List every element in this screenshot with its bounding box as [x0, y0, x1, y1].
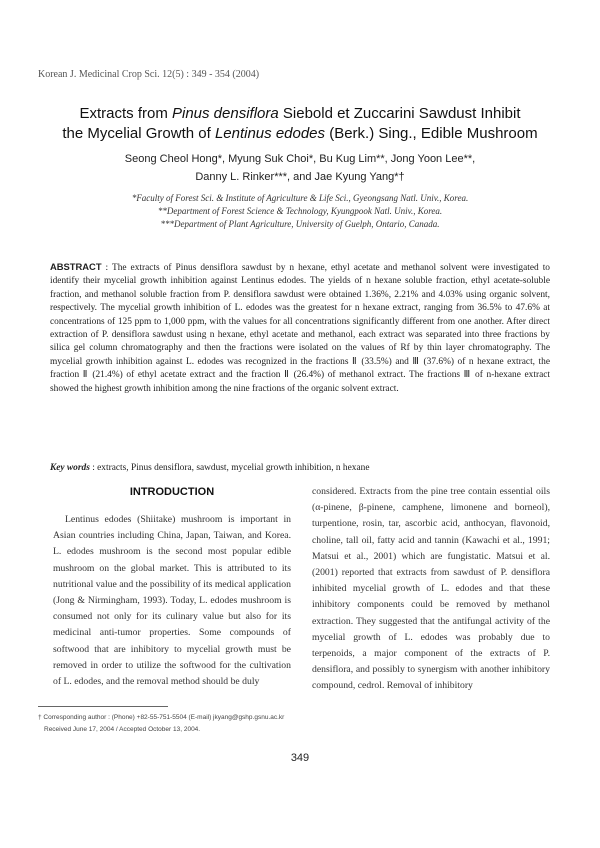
title-text: Extracts from [79, 105, 172, 122]
abstract [50, 260, 550, 396]
affiliation-1: *Faculty of Forest Sci. & Institute of Agriculture & Life Sci., Gyeongsang Natl. Univ., Korea. [131, 193, 469, 203]
affiliation-3: ***Department of Plant Agriculture, University of Guelph, Ontario, Canada. [160, 219, 440, 229]
title-species-name: Lentinus edodes [214, 125, 326, 142]
corresponding-author-note: † Corresponding author : (Phone) +82-55-751-5504 (E-mail) jkyang@gshp.gsnu.ac.kr [38, 714, 285, 721]
intro-left-column: Lentinus edodes (Shiitake) mushroom is important in Asian countries including China, Japan, Taiwan, and Korea. L. edodes mushroom is the second most popular edible mushroom on the global market. This is attributed to its nutritional value and the possibility of its medical application (Jong & Nirmingham, 1993). Today, L. edodes mushroom is consumed not only for its culinary value but also for its medicinal anti-tumor properties. Some compounds of softwood that are inhibitory to mycelial growth must be removed in order to utilize the softwood for the cultivation of L. edodes, and the removal method should be duly [53, 514, 291, 688]
abstract-text: : The extracts of Pinus densiflora sawdust by n hexane, ethyl acetate and methanol solvent were investigated to identify their mycelial growth inhibition against Lentinus edodes. The yields of n hexane soluble fraction, ethyl acetate-soluble fraction, and methanol soluble fraction from P. densiflora sawdust were obtained 1.36%, 2.21% and 4.03% using organic solvent, respectively. The mycelial growth inhibition of L. edodes was the greatest for n hexane extract, ranging from 36.5% to 47.6% at concentrations of 125 ppm to 1,000 ppm, with the values for all concentrations significantly different from one another. After direct extraction of P. densiflora sawdust using n hexane, ethyl acetate and methanol, each extract was separated into three fractions by silica gel column chromatography and then the fractions were isolated on the values of Rf by thin layer chromatography. The mycelial growth inhibition against L. edodes was recognized in the fractions Ⅱ (33.5%) and Ⅲ (37.6%) of n hexane extract, the fraction Ⅱ (21.4%) of ethyl acetate extract and the fraction Ⅱ (26.4%) of methanol extract. The fractions Ⅲ of n-hexane extract showed the highest growth inhibition among the nine fractions of the organic solvent extract. [50, 263, 550, 394]
author-line-2: Danny L. Rinker***, and Jae Kyung Yang*† [195, 171, 405, 183]
title-line-2 [40, 124, 560, 144]
author-list [40, 150, 560, 186]
affiliation-2: **Department of Forest Science & Technology, Kyungpook Natl. Univ., Korea. [157, 206, 443, 216]
keywords [50, 463, 550, 473]
footnote [38, 712, 558, 736]
keywords-label: Key words [50, 463, 90, 473]
footnote-divider [38, 706, 168, 707]
page-number: 349 [290, 752, 310, 764]
title-text: the Mycelial Growth of [62, 125, 215, 142]
title-text: (Berk.) Sing., Edible Mushroom [325, 125, 538, 142]
title-text: Siebold et Zuccarini Sawdust Inhibit [278, 105, 521, 122]
intro-right-column: considered. Extracts from the pine tree contain essential oils (α-pinene, β-pinene, camphene, limonene and borneol), turpentione, rosin, tar, ascorbic acid, anthocyan, flavonoid, choline, tall oil, fatty acid and tannin (Kawachi et al., 1991; Matsui et al., 2001) which are fungistatic. Matsui et al. (2001) reported that extracts from sawdust of P. densiflora inhibited mycelial growth of L. edodes and that these inhibitory components could be removed by methanol extraction. They suggested that the antifungal activity of the mycelial growth of L. edodes was probably due to terpenoids, a major component of the extracts of P. densiflora, and possibly to synergism with another inhibitory compound, cedrol. Removal of inhibitory [312, 486, 550, 692]
article-title [40, 104, 560, 144]
title-species-name: Pinus densiflora [171, 105, 279, 122]
title-line-1 [40, 104, 560, 124]
abstract-label: ABSTRACT [50, 261, 102, 272]
received-accepted-note: Received June 17, 2004 / Accepted October 13, 2004. [44, 726, 201, 733]
journal-citation: Korean J. Medicinal Crop Sci. 12(5) : 349 - 354 (2004) [38, 69, 260, 80]
affiliations [40, 192, 560, 231]
keywords-text: : extracts, Pinus densiflora, sawdust, mycelial growth inhibition, n hexane [89, 463, 370, 473]
section-heading-introduction: INTRODUCTION [129, 486, 215, 498]
author-line-1: Seong Cheol Hong*, Myung Suk Choi*, Bu Kug Lim**, Jong Yoon Lee**, [124, 153, 476, 165]
